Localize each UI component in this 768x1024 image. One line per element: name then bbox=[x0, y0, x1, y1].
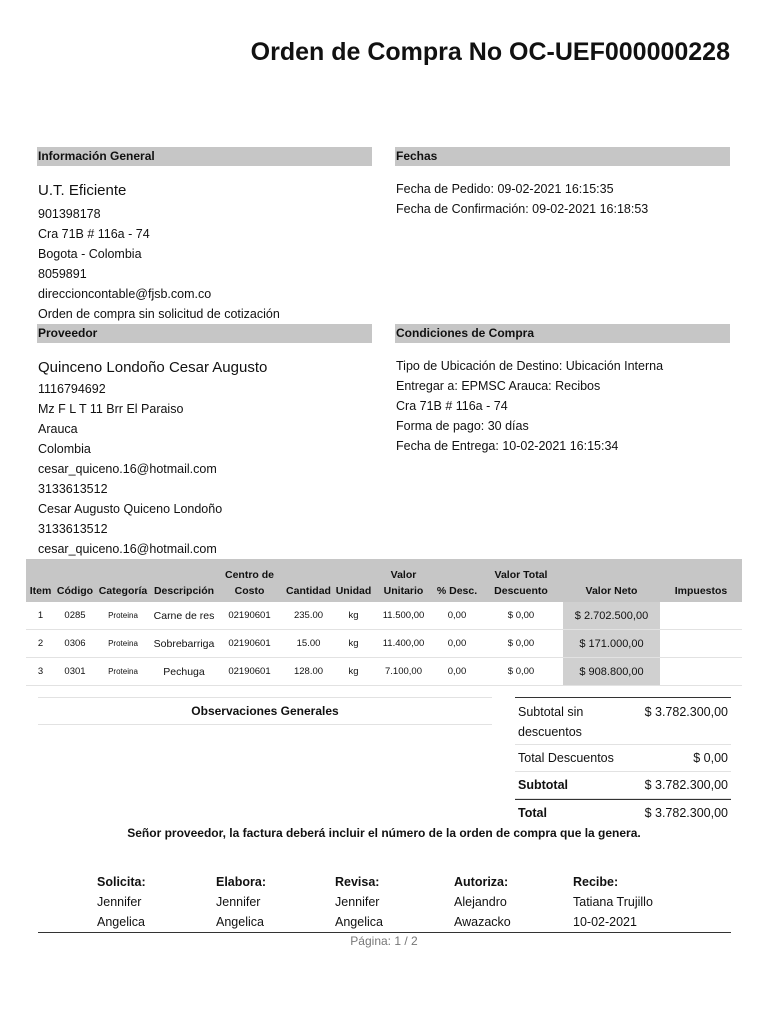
col-item: Item bbox=[26, 559, 55, 602]
col-quantity: Cantidad bbox=[282, 559, 335, 602]
item-net-value: $ 171.000,00 bbox=[563, 630, 660, 658]
item-quantity: 15.00 bbox=[282, 630, 335, 658]
dates-lines bbox=[396, 179, 648, 219]
col-unit: Unidad bbox=[335, 559, 372, 602]
signature-label: Revisa: bbox=[335, 875, 380, 889]
destination-type: Tipo de Ubicación de Destino: Ubicación Interna bbox=[396, 359, 664, 373]
subtotal-value: $ 3.782.300,00 bbox=[644, 778, 728, 792]
order-date: Fecha de Pedido: 09-02-2021 16:15:35 bbox=[396, 182, 614, 196]
signature-name-2: Angelica bbox=[97, 915, 145, 929]
total-value: $ 3.782.300,00 bbox=[644, 806, 728, 820]
item-discount-total: $ 0,00 bbox=[479, 630, 563, 658]
item-net-value: $ 2.702.500,00 bbox=[563, 602, 660, 630]
col-description: Descripción bbox=[151, 559, 217, 602]
signature-label: Recibe: bbox=[573, 875, 619, 889]
item-unit-value: 11.400,00 bbox=[372, 630, 435, 658]
col-code: Código bbox=[55, 559, 95, 602]
item-quantity: 128.00 bbox=[282, 658, 335, 686]
subtotal-row bbox=[515, 772, 731, 799]
item-unit: kg bbox=[335, 630, 372, 658]
signature-label: Solicita: bbox=[97, 875, 146, 889]
item-discount-pct: 0,00 bbox=[435, 658, 479, 686]
order-note: Orden de compra sin solicitud de cotización bbox=[38, 307, 280, 321]
signature-name-2: Angelica bbox=[335, 915, 383, 929]
supplier-city: Arauca bbox=[38, 422, 78, 436]
signature-block-solicita bbox=[97, 872, 217, 932]
dates-header: Fechas bbox=[395, 147, 730, 166]
subtotal-no-discount-row bbox=[515, 698, 731, 745]
general-info-lines bbox=[38, 204, 280, 324]
signature-label: Elabora: bbox=[216, 875, 267, 889]
company-name: U.T. Eficiente bbox=[38, 182, 127, 199]
purchase-conditions-lines bbox=[396, 356, 663, 456]
signature-name: Jennifer bbox=[216, 895, 261, 909]
item-description: Pechuga bbox=[151, 658, 217, 686]
table-row bbox=[26, 658, 742, 686]
item-discount-pct: 0,00 bbox=[435, 602, 479, 630]
company-city: Bogota - Colombia bbox=[38, 247, 142, 261]
signature-block-elabora bbox=[216, 872, 336, 932]
col-taxes: Impuestos bbox=[660, 559, 742, 602]
signature-name-2: Angelica bbox=[216, 915, 264, 929]
supplier-country: Colombia bbox=[38, 442, 91, 456]
item-discount-pct: 0,00 bbox=[435, 630, 479, 658]
delivery-date: Fecha de Entrega: 10-02-2021 16:15:34 bbox=[396, 439, 619, 453]
delivery-address: Cra 71B # 116a - 74 bbox=[396, 399, 508, 413]
total-discounts-value: $ 0,00 bbox=[693, 751, 728, 765]
item-discount-total: $ 0,00 bbox=[479, 602, 563, 630]
item-unit-value: 11.500,00 bbox=[372, 602, 435, 630]
supplier-header: Proveedor bbox=[37, 324, 372, 343]
payment-terms: Forma de pago: 30 días bbox=[396, 419, 529, 433]
item-code: 0301 bbox=[55, 658, 95, 686]
subtotal-no-discount-label: Subtotal sin descuentos bbox=[518, 705, 584, 739]
supplier-notice: Señor proveedor, la factura deberá incluir el número de la orden de compra que la genera. bbox=[127, 826, 641, 840]
col-cost-center: Centro de Costo bbox=[217, 559, 282, 602]
items-table bbox=[26, 559, 742, 686]
deliver-to: Entregar a: EPMSC Arauca: Recibos bbox=[396, 379, 601, 393]
observations-header: Observaciones Generales bbox=[38, 697, 492, 725]
document-title: Orden de Compra No OC-UEF000000228 bbox=[250, 38, 730, 66]
supplier-email: cesar_quiceno.16@hotmail.com bbox=[38, 462, 217, 476]
item-unit-value: 7.100,00 bbox=[372, 658, 435, 686]
purchase-conditions-header: Condiciones de Compra bbox=[395, 324, 730, 343]
item-number: 1 bbox=[26, 602, 55, 630]
totals-box bbox=[515, 697, 731, 826]
item-category: Proteina bbox=[95, 658, 151, 686]
item-description: Sobrebarriga bbox=[151, 630, 217, 658]
supplier-lines bbox=[38, 379, 222, 559]
supplier-name: Quinceno Londoño Cesar Augusto bbox=[38, 359, 268, 376]
contact-email: cesar_quiceno.16@hotmail.com bbox=[38, 542, 217, 556]
total-row bbox=[515, 799, 731, 826]
signature-name: Jennifer bbox=[335, 895, 380, 909]
company-nit: 901398178 bbox=[38, 207, 101, 221]
col-discount-total: Valor Total Descuento bbox=[479, 559, 563, 602]
item-cost-center: 02190601 bbox=[217, 602, 282, 630]
company-address: Cra 71B # 116a - 74 bbox=[38, 227, 150, 241]
signature-block-revisa bbox=[335, 872, 455, 932]
item-net-value: $ 908.800,00 bbox=[563, 658, 660, 686]
table-row bbox=[26, 602, 742, 630]
table-header-row bbox=[26, 559, 742, 602]
signature-block-autoriza bbox=[454, 872, 574, 932]
contact-name: Cesar Augusto Quiceno Londoño bbox=[38, 502, 223, 516]
total-label: Total bbox=[518, 806, 547, 820]
confirmation-date: Fecha de Confirmación: 09-02-2021 16:18:53 bbox=[396, 202, 649, 216]
signature-name: Jennifer bbox=[97, 895, 142, 909]
item-taxes bbox=[660, 602, 742, 630]
subtotal-label: Subtotal bbox=[518, 778, 568, 792]
col-category: Categoría bbox=[95, 559, 151, 602]
item-number: 3 bbox=[26, 658, 55, 686]
table-row bbox=[26, 630, 742, 658]
item-unit: kg bbox=[335, 658, 372, 686]
item-number: 2 bbox=[26, 630, 55, 658]
item-code: 0306 bbox=[55, 630, 95, 658]
col-unit-value: Valor Unitario bbox=[372, 559, 435, 602]
item-cost-center: 02190601 bbox=[217, 630, 282, 658]
supplier-phone: 3133613512 bbox=[38, 482, 108, 496]
company-email: direccioncontable@fjsb.com.co bbox=[38, 287, 212, 301]
supplier-id: 1116794692 bbox=[38, 382, 106, 396]
signature-name-2: Awazacko bbox=[454, 915, 511, 929]
item-discount-total: $ 0,00 bbox=[479, 658, 563, 686]
col-net-value: Valor Neto bbox=[563, 559, 660, 602]
item-unit: kg bbox=[335, 602, 372, 630]
item-category: Proteina bbox=[95, 602, 151, 630]
col-discount-pct: % Desc. bbox=[435, 559, 479, 602]
item-quantity: 235.00 bbox=[282, 602, 335, 630]
total-discounts-label: Total Descuentos bbox=[518, 751, 614, 765]
item-code: 0285 bbox=[55, 602, 95, 630]
signature-name: Alejandro bbox=[454, 895, 507, 909]
item-description: Carne de res bbox=[151, 602, 217, 630]
subtotal-no-discount-value: $ 3.782.300,00 bbox=[644, 705, 728, 719]
company-phone: 8059891 bbox=[38, 267, 87, 281]
total-discounts-row bbox=[515, 745, 731, 772]
signature-block-recibe bbox=[573, 872, 693, 932]
supplier-address: Mz F L T 11 Brr El Paraiso bbox=[38, 402, 184, 416]
page-number: Página: 1 / 2 bbox=[350, 934, 418, 948]
item-taxes bbox=[660, 658, 742, 686]
item-cost-center: 02190601 bbox=[217, 658, 282, 686]
contact-phone: 3133613512 bbox=[38, 522, 108, 536]
item-category: Proteina bbox=[95, 630, 151, 658]
general-info-header: Información General bbox=[37, 147, 372, 166]
signature-label: Autoriza: bbox=[454, 875, 509, 889]
footer-divider bbox=[38, 932, 731, 933]
signature-date: 10-02-2021 bbox=[573, 915, 637, 929]
item-taxes bbox=[660, 630, 742, 658]
signature-name: Tatiana Trujillo bbox=[573, 895, 653, 909]
